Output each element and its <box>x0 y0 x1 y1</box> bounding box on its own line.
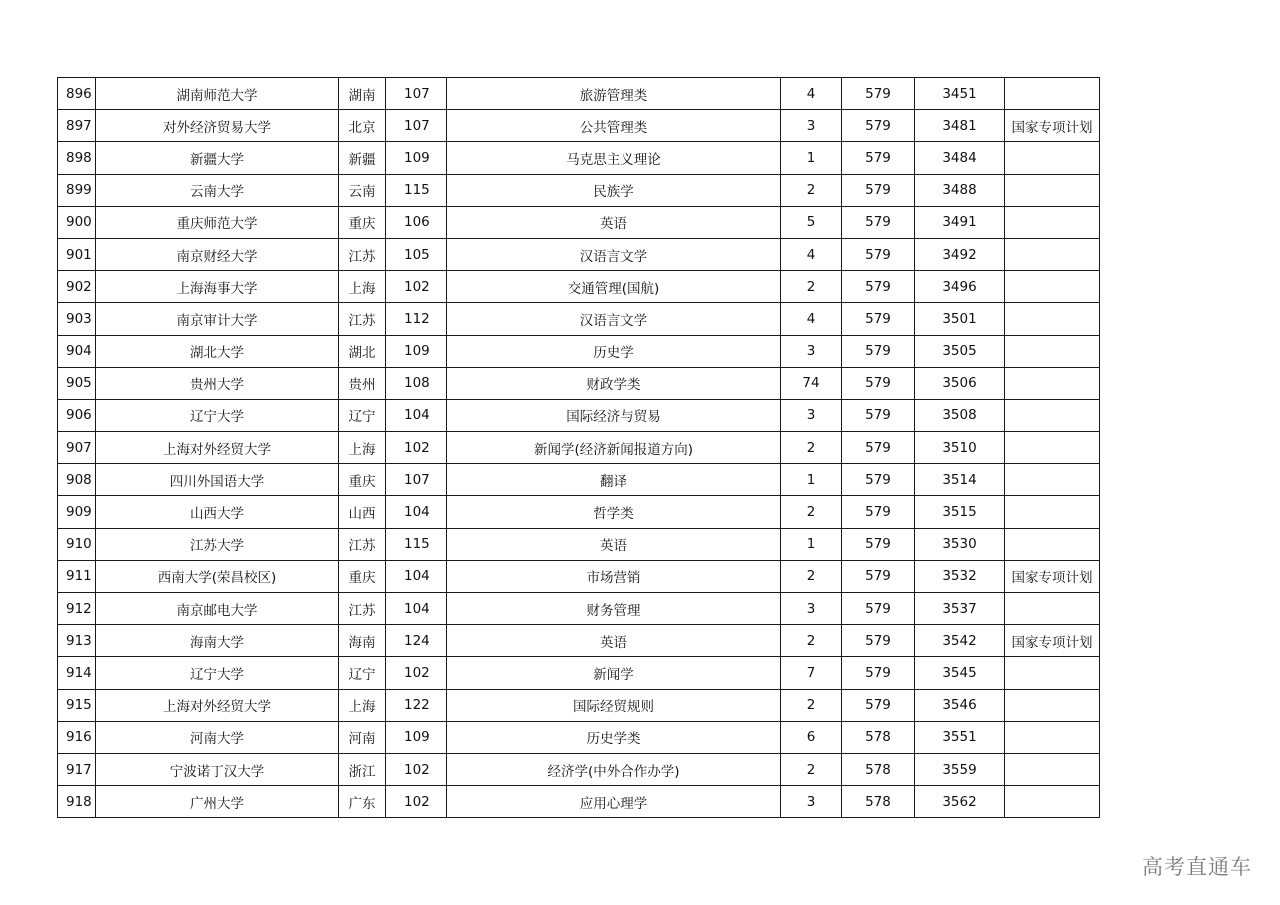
table-row <box>58 174 1100 206</box>
row-number-cell: 902 <box>58 271 96 303</box>
min-rank-cell: 3484 <box>915 142 1005 174</box>
major-name-cell: 英语 <box>447 625 781 657</box>
school-name-cell: 辽宁大学 <box>96 399 339 431</box>
min-score-cell: 579 <box>842 464 915 496</box>
note-cell <box>1005 496 1100 528</box>
min-score-cell: 579 <box>842 78 915 110</box>
major-name-cell: 交通管理(国航) <box>447 271 781 303</box>
major-name-cell: 经济学(中外合作办学) <box>447 753 781 785</box>
table-row <box>58 786 1100 818</box>
row-number-cell: 900 <box>58 206 96 238</box>
enrollment-count-cell: 2 <box>781 432 842 464</box>
group-code-cell: 102 <box>386 657 447 689</box>
school-name-cell: 江苏大学 <box>96 528 339 560</box>
row-number-cell: 910 <box>58 528 96 560</box>
row-number-cell: 898 <box>58 142 96 174</box>
row-number-cell: 896 <box>58 78 96 110</box>
min-score-cell: 579 <box>842 528 915 560</box>
major-name-cell: 新闻学(经济新闻报道方向) <box>447 432 781 464</box>
min-rank-cell: 3514 <box>915 464 1005 496</box>
group-code-cell: 109 <box>386 142 447 174</box>
min-rank-cell: 3508 <box>915 399 1005 431</box>
note-cell <box>1005 464 1100 496</box>
note-cell <box>1005 142 1100 174</box>
group-code-cell: 115 <box>386 528 447 560</box>
row-number-cell: 907 <box>58 432 96 464</box>
min-score-cell: 579 <box>842 593 915 625</box>
enrollment-count-cell: 2 <box>781 271 842 303</box>
min-score-cell: 578 <box>842 721 915 753</box>
note-cell <box>1005 271 1100 303</box>
row-number-cell: 905 <box>58 367 96 399</box>
group-code-cell: 104 <box>386 560 447 592</box>
enrollment-count-cell: 2 <box>781 496 842 528</box>
row-number-cell: 909 <box>58 496 96 528</box>
group-code-cell: 107 <box>386 78 447 110</box>
major-name-cell: 财政学类 <box>447 367 781 399</box>
major-name-cell: 财务管理 <box>447 593 781 625</box>
province-cell: 新疆 <box>339 142 386 174</box>
note-cell <box>1005 335 1100 367</box>
min-rank-cell: 3506 <box>915 367 1005 399</box>
note-cell <box>1005 78 1100 110</box>
min-rank-cell: 3542 <box>915 625 1005 657</box>
note-cell <box>1005 432 1100 464</box>
major-name-cell: 历史学 <box>447 335 781 367</box>
school-name-cell: 上海对外经贸大学 <box>96 432 339 464</box>
school-name-cell: 辽宁大学 <box>96 657 339 689</box>
min-rank-cell: 3545 <box>915 657 1005 689</box>
enrollment-count-cell: 4 <box>781 303 842 335</box>
major-name-cell: 国际经济与贸易 <box>447 399 781 431</box>
min-score-cell: 579 <box>842 432 915 464</box>
school-name-cell: 湖南师范大学 <box>96 78 339 110</box>
group-code-cell: 122 <box>386 689 447 721</box>
table-row <box>58 78 1100 110</box>
province-cell: 湖南 <box>339 78 386 110</box>
min-rank-cell: 3492 <box>915 238 1005 270</box>
group-code-cell: 112 <box>386 303 447 335</box>
min-score-cell: 579 <box>842 206 915 238</box>
school-name-cell: 广州大学 <box>96 786 339 818</box>
row-number-cell: 915 <box>58 689 96 721</box>
note-cell <box>1005 399 1100 431</box>
table-body <box>58 78 1100 818</box>
school-name-cell: 湖北大学 <box>96 335 339 367</box>
min-score-cell: 579 <box>842 174 915 206</box>
enrollment-count-cell: 4 <box>781 238 842 270</box>
province-cell: 上海 <box>339 271 386 303</box>
min-rank-cell: 3551 <box>915 721 1005 753</box>
table-row <box>58 593 1100 625</box>
group-code-cell: 107 <box>386 110 447 142</box>
school-name-cell: 贵州大学 <box>96 367 339 399</box>
group-code-cell: 107 <box>386 464 447 496</box>
min-score-cell: 579 <box>842 496 915 528</box>
group-code-cell: 104 <box>386 496 447 528</box>
group-code-cell: 109 <box>386 721 447 753</box>
table-row <box>58 657 1100 689</box>
province-cell: 河南 <box>339 721 386 753</box>
enrollment-count-cell: 6 <box>781 721 842 753</box>
major-name-cell: 旅游管理类 <box>447 78 781 110</box>
major-name-cell: 翻译 <box>447 464 781 496</box>
major-name-cell: 英语 <box>447 528 781 560</box>
row-number-cell: 911 <box>58 560 96 592</box>
row-number-cell: 906 <box>58 399 96 431</box>
row-number-cell: 901 <box>58 238 96 270</box>
major-name-cell: 马克思主义理论 <box>447 142 781 174</box>
group-code-cell: 115 <box>386 174 447 206</box>
school-name-cell: 宁波诺丁汉大学 <box>96 753 339 785</box>
admission-table <box>57 77 1100 818</box>
note-cell <box>1005 721 1100 753</box>
province-cell: 湖北 <box>339 335 386 367</box>
school-name-cell: 云南大学 <box>96 174 339 206</box>
province-cell: 海南 <box>339 625 386 657</box>
major-name-cell: 国际经贸规则 <box>447 689 781 721</box>
table-row <box>58 721 1100 753</box>
school-name-cell: 西南大学(荣昌校区) <box>96 560 339 592</box>
table-row <box>58 110 1100 142</box>
table-row <box>58 432 1100 464</box>
school-name-cell: 新疆大学 <box>96 142 339 174</box>
major-name-cell: 市场营销 <box>447 560 781 592</box>
note-cell: 国家专项计划 <box>1005 625 1100 657</box>
province-cell: 北京 <box>339 110 386 142</box>
major-name-cell: 新闻学 <box>447 657 781 689</box>
school-name-cell: 南京审计大学 <box>96 303 339 335</box>
major-name-cell: 汉语言文学 <box>447 303 781 335</box>
province-cell: 重庆 <box>339 206 386 238</box>
group-code-cell: 108 <box>386 367 447 399</box>
enrollment-count-cell: 2 <box>781 625 842 657</box>
note-cell <box>1005 303 1100 335</box>
enrollment-count-cell: 3 <box>781 335 842 367</box>
min-rank-cell: 3559 <box>915 753 1005 785</box>
province-cell: 江苏 <box>339 303 386 335</box>
row-number-cell: 917 <box>58 753 96 785</box>
min-rank-cell: 3537 <box>915 593 1005 625</box>
enrollment-count-cell: 5 <box>781 206 842 238</box>
min-rank-cell: 3515 <box>915 496 1005 528</box>
table-row <box>58 367 1100 399</box>
row-number-cell: 904 <box>58 335 96 367</box>
min-rank-cell: 3510 <box>915 432 1005 464</box>
row-number-cell: 914 <box>58 657 96 689</box>
row-number-cell: 916 <box>58 721 96 753</box>
group-code-cell: 102 <box>386 271 447 303</box>
school-name-cell: 对外经济贸易大学 <box>96 110 339 142</box>
note-cell <box>1005 657 1100 689</box>
min-score-cell: 579 <box>842 271 915 303</box>
min-rank-cell: 3530 <box>915 528 1005 560</box>
note-cell <box>1005 174 1100 206</box>
note-cell <box>1005 206 1100 238</box>
major-name-cell: 公共管理类 <box>447 110 781 142</box>
enrollment-count-cell: 1 <box>781 142 842 174</box>
min-rank-cell: 3501 <box>915 303 1005 335</box>
table-row <box>58 399 1100 431</box>
table-row <box>58 464 1100 496</box>
group-code-cell: 106 <box>386 206 447 238</box>
table-row <box>58 560 1100 592</box>
group-code-cell: 104 <box>386 593 447 625</box>
min-rank-cell: 3505 <box>915 335 1005 367</box>
min-score-cell: 579 <box>842 142 915 174</box>
min-rank-cell: 3488 <box>915 174 1005 206</box>
enrollment-count-cell: 74 <box>781 367 842 399</box>
min-rank-cell: 3532 <box>915 560 1005 592</box>
group-code-cell: 104 <box>386 399 447 431</box>
major-name-cell: 应用心理学 <box>447 786 781 818</box>
table-row <box>58 238 1100 270</box>
row-number-cell: 908 <box>58 464 96 496</box>
enrollment-count-cell: 2 <box>781 753 842 785</box>
min-score-cell: 579 <box>842 367 915 399</box>
province-cell: 云南 <box>339 174 386 206</box>
min-score-cell: 579 <box>842 560 915 592</box>
enrollment-count-cell: 1 <box>781 464 842 496</box>
school-name-cell: 海南大学 <box>96 625 339 657</box>
note-cell: 国家专项计划 <box>1005 560 1100 592</box>
province-cell: 江苏 <box>339 528 386 560</box>
school-name-cell: 重庆师范大学 <box>96 206 339 238</box>
school-name-cell: 南京财经大学 <box>96 238 339 270</box>
min-score-cell: 579 <box>842 399 915 431</box>
province-cell: 辽宁 <box>339 657 386 689</box>
group-code-cell: 102 <box>386 432 447 464</box>
row-number-cell: 913 <box>58 625 96 657</box>
enrollment-count-cell: 3 <box>781 593 842 625</box>
min-rank-cell: 3491 <box>915 206 1005 238</box>
enrollment-count-cell: 3 <box>781 786 842 818</box>
note-cell <box>1005 593 1100 625</box>
min-rank-cell: 3481 <box>915 110 1005 142</box>
enrollment-count-cell: 2 <box>781 560 842 592</box>
enrollment-count-cell: 1 <box>781 528 842 560</box>
table-row <box>58 271 1100 303</box>
group-code-cell: 102 <box>386 753 447 785</box>
watermark-logo: 高考直通车 <box>1142 855 1252 879</box>
row-number-cell: 912 <box>58 593 96 625</box>
province-cell: 广东 <box>339 786 386 818</box>
major-name-cell: 哲学类 <box>447 496 781 528</box>
province-cell: 江苏 <box>339 593 386 625</box>
major-name-cell: 英语 <box>447 206 781 238</box>
province-cell: 江苏 <box>339 238 386 270</box>
major-name-cell: 历史学类 <box>447 721 781 753</box>
province-cell: 贵州 <box>339 367 386 399</box>
school-name-cell: 河南大学 <box>96 721 339 753</box>
province-cell: 山西 <box>339 496 386 528</box>
major-name-cell: 汉语言文学 <box>447 238 781 270</box>
school-name-cell: 山西大学 <box>96 496 339 528</box>
enrollment-count-cell: 2 <box>781 689 842 721</box>
note-cell <box>1005 367 1100 399</box>
note-cell <box>1005 753 1100 785</box>
note-cell: 国家专项计划 <box>1005 110 1100 142</box>
row-number-cell: 899 <box>58 174 96 206</box>
enrollment-count-cell: 3 <box>781 110 842 142</box>
group-code-cell: 102 <box>386 786 447 818</box>
min-score-cell: 578 <box>842 753 915 785</box>
table-row <box>58 496 1100 528</box>
min-score-cell: 579 <box>842 625 915 657</box>
min-rank-cell: 3562 <box>915 786 1005 818</box>
major-name-cell: 民族学 <box>447 174 781 206</box>
min-rank-cell: 3546 <box>915 689 1005 721</box>
school-name-cell: 上海海事大学 <box>96 271 339 303</box>
table-row <box>58 142 1100 174</box>
enrollment-count-cell: 4 <box>781 78 842 110</box>
table-row <box>58 335 1100 367</box>
min-score-cell: 579 <box>842 303 915 335</box>
min-score-cell: 578 <box>842 786 915 818</box>
note-cell <box>1005 689 1100 721</box>
group-code-cell: 124 <box>386 625 447 657</box>
min-score-cell: 579 <box>842 238 915 270</box>
min-score-cell: 579 <box>842 110 915 142</box>
note-cell <box>1005 238 1100 270</box>
row-number-cell: 918 <box>58 786 96 818</box>
school-name-cell: 南京邮电大学 <box>96 593 339 625</box>
note-cell <box>1005 528 1100 560</box>
min-rank-cell: 3451 <box>915 78 1005 110</box>
school-name-cell: 四川外国语大学 <box>96 464 339 496</box>
table-row <box>58 206 1100 238</box>
table-row <box>58 689 1100 721</box>
min-rank-cell: 3496 <box>915 271 1005 303</box>
min-score-cell: 579 <box>842 689 915 721</box>
enrollment-count-cell: 3 <box>781 399 842 431</box>
table-row <box>58 303 1100 335</box>
min-score-cell: 579 <box>842 335 915 367</box>
province-cell: 重庆 <box>339 560 386 592</box>
province-cell: 上海 <box>339 689 386 721</box>
enrollment-count-cell: 7 <box>781 657 842 689</box>
min-score-cell: 579 <box>842 657 915 689</box>
enrollment-count-cell: 2 <box>781 174 842 206</box>
province-cell: 重庆 <box>339 464 386 496</box>
province-cell: 浙江 <box>339 753 386 785</box>
table-row <box>58 753 1100 785</box>
school-name-cell: 上海对外经贸大学 <box>96 689 339 721</box>
group-code-cell: 105 <box>386 238 447 270</box>
note-cell <box>1005 786 1100 818</box>
province-cell: 上海 <box>339 432 386 464</box>
row-number-cell: 897 <box>58 110 96 142</box>
table-row <box>58 528 1100 560</box>
group-code-cell: 109 <box>386 335 447 367</box>
row-number-cell: 903 <box>58 303 96 335</box>
table-row <box>58 625 1100 657</box>
province-cell: 辽宁 <box>339 399 386 431</box>
